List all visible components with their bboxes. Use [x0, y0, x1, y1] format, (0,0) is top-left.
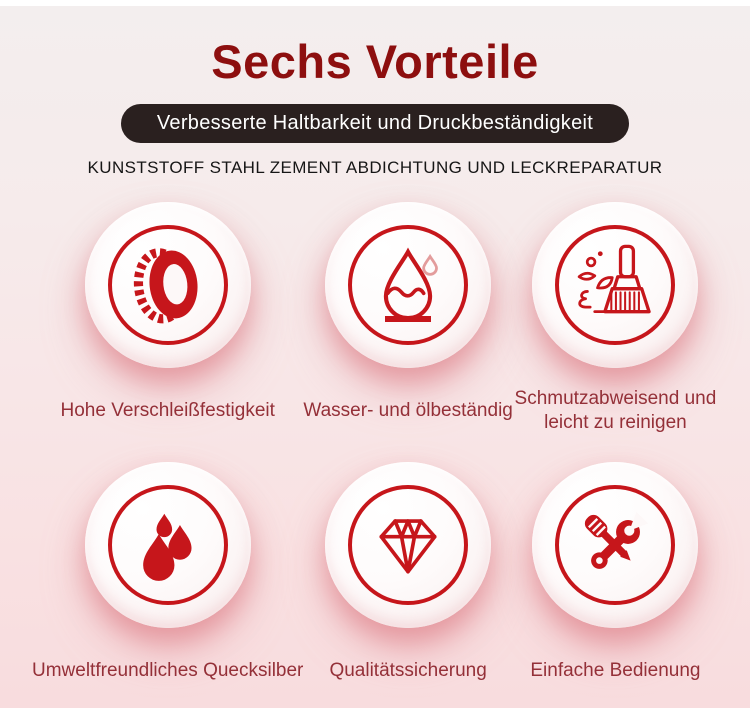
- feature-circle: [325, 202, 491, 368]
- feature-quality: [303, 438, 512, 698]
- feature-label: Wasser- und ölbeständig: [303, 399, 513, 421]
- feature-circle: [532, 202, 698, 368]
- feature-eco-mercury: [32, 438, 303, 698]
- feature-label: Einfache Bedienung: [530, 659, 701, 681]
- mercury-drops-icon: [122, 499, 214, 591]
- tools-icon: [569, 499, 661, 591]
- broom-icon: [569, 239, 661, 331]
- feature-circle: [85, 462, 251, 628]
- feature-circle: [532, 462, 698, 628]
- feature-dirt-repellent: [513, 178, 718, 438]
- durability-badge: Verbesserte Haltbarkeit und Druckbeständigkeit: [121, 104, 629, 143]
- red-ring: [108, 225, 228, 345]
- feature-easy-use: [513, 438, 718, 698]
- features-grid: [0, 178, 750, 698]
- feature-wear-resistance: [32, 178, 303, 438]
- red-ring: [348, 485, 468, 605]
- top-white-strip: [0, 0, 750, 6]
- badge-row: [0, 104, 750, 143]
- red-ring: [555, 485, 675, 605]
- feature-circle: [325, 462, 491, 628]
- feature-label: Umweltfreundliches Quecksilber: [32, 659, 304, 681]
- feature-label: Schmutzabweisend und leicht zu reinigen: [514, 387, 717, 433]
- red-ring: [555, 225, 675, 345]
- red-ring: [108, 485, 228, 605]
- page-title: Sechs Vorteile: [211, 35, 539, 88]
- feature-circle: [85, 202, 251, 368]
- red-ring: [348, 225, 468, 345]
- diamond-icon: [362, 499, 454, 591]
- feature-label: Hohe Verschleißfestigkeit: [60, 399, 275, 421]
- tire-icon: [122, 239, 214, 331]
- feature-water-oil-resistant: [303, 178, 512, 438]
- water-oil-icon: [362, 239, 454, 331]
- feature-label: Qualitätssicherung: [329, 659, 487, 681]
- page-subtitle: KUNSTSTOFF STAHL ZEMENT ABDICHTUNG UND LECKREPARATUR: [87, 157, 663, 177]
